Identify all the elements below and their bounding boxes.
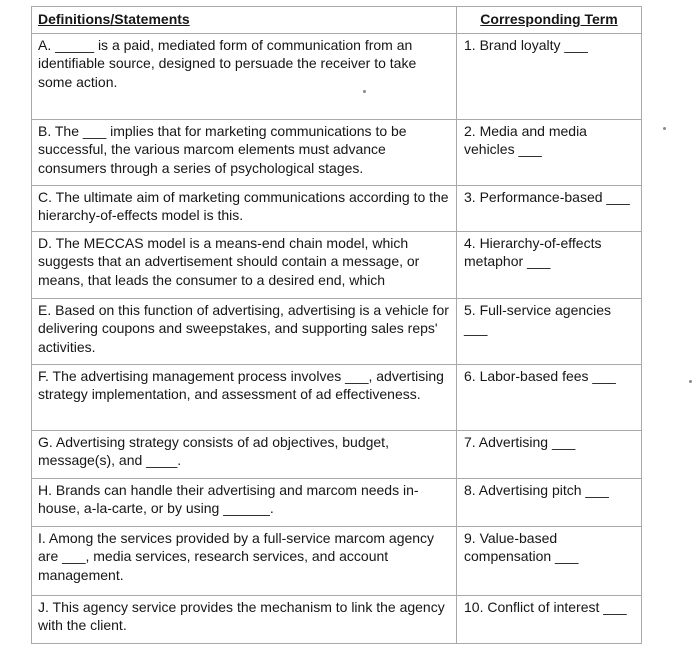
term-cell: 9. Value-based compensation ___ [457,526,642,595]
table-row [32,478,642,526]
table-row [32,231,642,298]
table-row [32,33,642,119]
matching-table [31,6,642,644]
statement-cell: A. _____ is a paid, mediated form of communication from an identifiable source, designed to persuade the receiver to take some action. [32,33,457,119]
term-cell: 10. Conflict of interest ___ [457,595,642,643]
table-row [32,526,642,595]
term-cell: 6. Labor-based fees ___ [457,364,642,430]
paper-speck [363,90,366,93]
table-row [32,595,642,643]
statement-cell: F. The advertising management process involves ___, advertising strategy implementation, and assessment of ad effectiveness. [32,364,457,430]
table-row [32,430,642,478]
statement-cell: E. Based on this function of advertising, advertising is a vehicle for delivering coupons and sweepstakes, and supporting sales reps' activities. [32,298,457,364]
statement-cell: D. The MECCAS model is a means-end chain model, which suggests that an advertisement should contain a message, or means, that leads the consumer to a desired end, which [32,231,457,298]
definitions-header: Definitions/Statements [32,7,457,34]
term-cell: 5. Full-service agencies ___ [457,298,642,364]
term-cell: 1. Brand loyalty ___ [457,33,642,119]
statement-cell: I. Among the services provided by a full-service marcom agency are ___, media services, research services, and account management. [32,526,457,595]
term-cell: 7. Advertising ___ [457,430,642,478]
statement-cell: G. Advertising strategy consists of ad objectives, budget, message(s), and ____. [32,430,457,478]
header-row [32,7,642,34]
statement-cell: H. Brands can handle their advertising and marcom needs in-house, a-la-carte, or by using ______. [32,478,457,526]
statement-cell: B. The ___ implies that for marketing communications to be successful, the various marcom elements must advance consumers through a series of psychological stages. [32,119,457,185]
table-row [32,119,642,185]
term-cell: 2. Media and media vehicles ___ [457,119,642,185]
statement-cell: J. This agency service provides the mechanism to link the agency with the client. [32,595,457,643]
statement-cell: C. The ultimate aim of marketing communications according to the hierarchy-of-effects model is this. [32,185,457,231]
paper-speck [663,127,666,130]
table-row [32,298,642,364]
term-cell: 3. Performance-based ___ [457,185,642,231]
table-row [32,185,642,231]
table-row [32,364,642,430]
terms-header: Corresponding Term [457,7,642,34]
term-cell: 8. Advertising pitch ___ [457,478,642,526]
paper-speck [689,380,692,383]
term-cell: 4. Hierarchy-of-effects metaphor ___ [457,231,642,298]
